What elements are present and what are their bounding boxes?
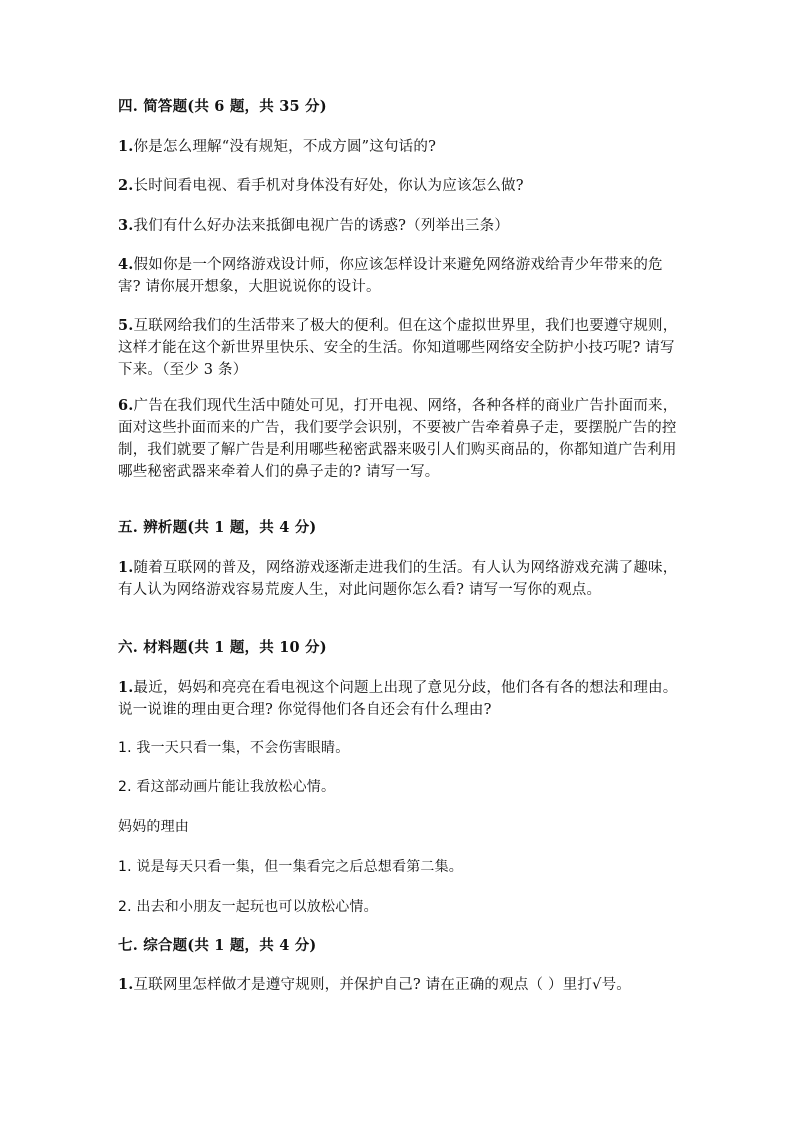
material-line: 2. 出去和小朋友一起玩也可以放松心情。	[118, 899, 378, 915]
material-line: 1. 我一天只看一集，不会伤害眼睛。	[118, 740, 350, 756]
material-line: 2. 看这部动画片能让我放松心情。	[118, 779, 336, 795]
question-item	[118, 315, 678, 381]
section-heading-comprehensive: 七. 综合题(共 1 题，共 4 分)	[118, 937, 317, 954]
section-heading-analysis: 五. 辨析题(共 1 题，共 4 分)	[118, 519, 317, 536]
material-label: 妈妈的理由	[118, 819, 189, 835]
question-number: 6.	[118, 397, 134, 414]
question-text: 广告在我们现代生活中随处可见，打开电视、网络，各种各样的商业广告扑面而来，面对这些扑面而来的广告，我们要学会识别，不要被广告牵着鼻子走，要摆脱广告的控制，我们就要了解广告是利用哪些秘密武器来吸引人们购买商品的，你都知道广告利用哪些秘密武器来牵着人们的鼻子走的? 请写一写。	[118, 398, 678, 480]
question-number: 1.	[118, 976, 134, 993]
question-number: 4.	[118, 256, 134, 273]
question-text: 你是怎么理解“没有规矩，不成方圆”这句话的?	[133, 139, 437, 155]
question-item	[118, 557, 678, 601]
question-text: 最近，妈妈和亮亮在看电视这个问题上出现了意见分歧，他们各有各的想法和理由。说一说谁的理由更合理? 你觉得他们各自还会有什么理由?	[118, 680, 678, 718]
question-number: 1.	[118, 679, 134, 696]
section-heading-material: 六. 材料题(共 1 题，共 10 分)	[118, 639, 327, 656]
question-text: 我们有什么好办法来抵御电视广告的诱惑?（列举出三条）	[133, 218, 510, 234]
question-text: 互联网给我们的生活带来了极大的便利。但在这个虚拟世界里，我们也要遵守规则，这样才能在这个新世界里快乐、安全的生活。你知道哪些网络安全防护小技巧呢? 请写下来。（至少 3 条）	[118, 318, 678, 378]
question-item	[118, 215, 678, 237]
question-text: 假如你是一个网络游戏设计师，你应该怎样设计来避免网络游戏给青少年带来的危害? 请你展开想象，大胆说说你的设计。	[118, 257, 663, 295]
question-number: 2.	[118, 177, 134, 194]
question-number: 5.	[118, 317, 134, 334]
question-text: 互联网里怎样做才是遵守规则，并保护自己? 请在正确的观点（ ）里打√号。	[133, 977, 631, 993]
question-item	[118, 136, 678, 158]
question-item	[118, 395, 678, 483]
question-number: 1.	[118, 559, 134, 576]
material-line: 1. 说是每天只看一集，但一集看完之后总想看第二集。	[118, 859, 464, 875]
question-text: 随着互联网的普及，网络游戏逐渐走进我们的生活。有人认为网络游戏充满了趣味，有人认为网络游戏容易荒废人生，对此问题你怎么看? 请写一写你的观点。	[118, 560, 678, 598]
question-number: 3.	[118, 217, 134, 234]
question-text: 长时间看电视、看手机对身体没有好处，你认为应该怎么做?	[133, 178, 524, 194]
question-number: 1.	[118, 138, 134, 155]
section-heading-short-answer: 四. 简答题(共 6 题，共 35 分)	[118, 98, 327, 115]
question-item	[118, 974, 678, 996]
question-item	[118, 254, 678, 298]
question-item	[118, 175, 678, 197]
question-item	[118, 677, 678, 721]
